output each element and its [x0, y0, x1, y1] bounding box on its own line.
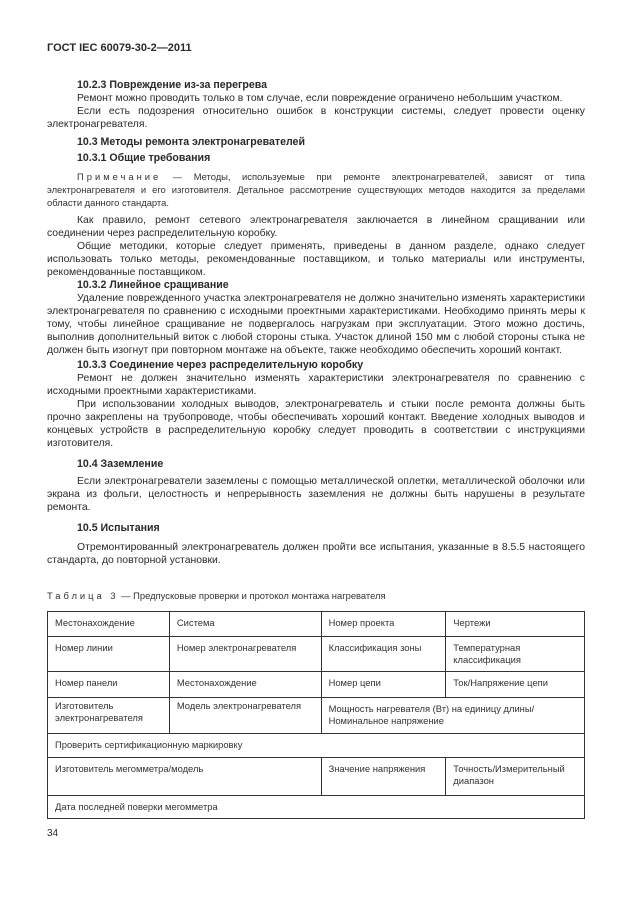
table-cell: Номер цепи	[321, 672, 446, 698]
table-cell: Дата последней поверки мегомметра	[48, 796, 585, 819]
note	[47, 170, 585, 209]
table-cell: Изготовитель мегомметра/модель	[48, 758, 322, 796]
paragraph: Отремонтированный электронагреватель должен пройти все испытания, указанные в 8.5.5 настоящего стандарта, до повторной установки.	[47, 542, 585, 566]
paragraph: Ремонт можно проводить только в том случае, если повреждение ограничено небольшим участком.	[77, 93, 563, 104]
table-cell: Местонахождение	[169, 672, 321, 698]
paragraph: Удаление поврежденного участка электронагревателя не должно значительно изменять характеристики электронагревателя по сравнению с исходными проектными характеристиками. Необходимо принять меры к тому, чтобы линейное сращивание не подвергалось нагрузкам при эксплуатации. Этого можно достичь, выполнив дополнительный виток с любой стороны стыка. Участок длиной 150 мм с любой стороны стыка не должен быть изогнут при повторном монтаже на объекте, также необходимо обеспечить хороший контакт.	[47, 293, 585, 356]
document-header: ГОСТ IEC 60079-30-2—2011	[47, 42, 192, 54]
section-heading: 10.2.3 Повреждение из-за перегрева	[77, 79, 268, 91]
table-cell: Ток/Напряжение цепи	[446, 672, 585, 698]
section-10-2-3	[47, 79, 585, 131]
table-row	[48, 796, 585, 819]
table-caption-label: Таблица 3	[47, 590, 119, 601]
table-cell: Точность/Измерительный диапазон	[446, 758, 585, 796]
table-cell: Номер панели	[48, 672, 170, 698]
paragraph: Ремонт не должен значительно изменять характеристики электронагревателя по сравнению с исходными проектными характеристиками.	[47, 373, 585, 397]
table-cell: Температурная классификация	[446, 637, 585, 672]
page-number: 34	[47, 828, 59, 839]
paragraph: Общие методики, которые следует применять, приведены в данном разделе, однако следует использовать только методы, рекомендованные поставщиком, и только материалы или инструменты, рекомендованные поставщиком.	[47, 241, 585, 278]
table-caption-text: — Предпусковые проверки и протокол монтажа нагревателя	[118, 590, 386, 601]
section-heading: 10.3.2 Линейное сращивание	[77, 279, 229, 291]
section-heading: 10.3.1 Общие требования	[77, 152, 211, 164]
installation-protocol-table	[47, 611, 585, 819]
section-heading: 10.3.3 Соединение через распределительную коробку	[77, 359, 364, 371]
section-heading: 10.4 Заземление	[77, 458, 164, 470]
table-caption	[47, 589, 585, 602]
paragraph: Если есть подозрения относительно ошибок в конструкции системы, следует провести оценку электронагревателя.	[47, 106, 585, 130]
table-cell: Проверить сертификационную маркировку	[48, 734, 585, 758]
paragraph: Если электронагреватели заземлены с помощью металлической оплетки, металлической оболочки или экрана из фольги, целостность и непрерывность заземления не должны быть нарушены в результате ремонта.	[47, 476, 585, 513]
section-10-3-1	[47, 152, 585, 567]
table-cell: Номер электронагревателя	[169, 637, 321, 672]
table-row	[48, 698, 585, 734]
table-cell: Система	[169, 612, 321, 637]
table-cell: Значение напряжения	[321, 758, 446, 796]
paragraph: При использовании холодных выводов, электронагреватель и стыки после ремонта должны быть прочно закреплены на трубопроводе, чтобы обеспечивать хороший контакт. Введение холодных выводов и концевых устройств в распределительную коробку следует проводить в соответствии с инструкциями изготовителя.	[47, 399, 585, 449]
table-cell: Изготовитель электронагревателя	[48, 698, 170, 734]
table-row	[48, 672, 585, 698]
table-cell: Номер линии	[48, 637, 170, 672]
section-heading: 10.5 Испытания	[77, 522, 160, 534]
table-row	[48, 637, 585, 672]
table-row	[48, 612, 585, 637]
note-text: — Методы, используемые при ремонте электронагревателей, зависят от типа электронагревателя и его изготовителя. Детальное рассмотрение существующих методов находится за пределами области данного стандарта.	[47, 171, 585, 208]
table-cell: Местонахождение	[48, 612, 170, 637]
section-heading: 10.3 Методы ремонта электронагревателей	[77, 136, 305, 148]
section-10-3	[47, 136, 585, 149]
table-cell: Мощность нагревателя (Вт) на единицу длины/ Номинальное напряжение	[321, 698, 584, 734]
table-cell: Классификация зоны	[321, 637, 446, 672]
table-row	[48, 758, 585, 796]
table-row	[48, 734, 585, 758]
table-cell: Модель электронагревателя	[169, 698, 321, 734]
note-label: Примечание	[77, 171, 162, 182]
paragraph: Как правило, ремонт сетевого электронагревателя заключается в линейном сращивании или соединении через распределительную коробку.	[47, 215, 585, 239]
table-cell: Номер проекта	[321, 612, 446, 637]
table-cell: Чертежи	[446, 612, 585, 637]
